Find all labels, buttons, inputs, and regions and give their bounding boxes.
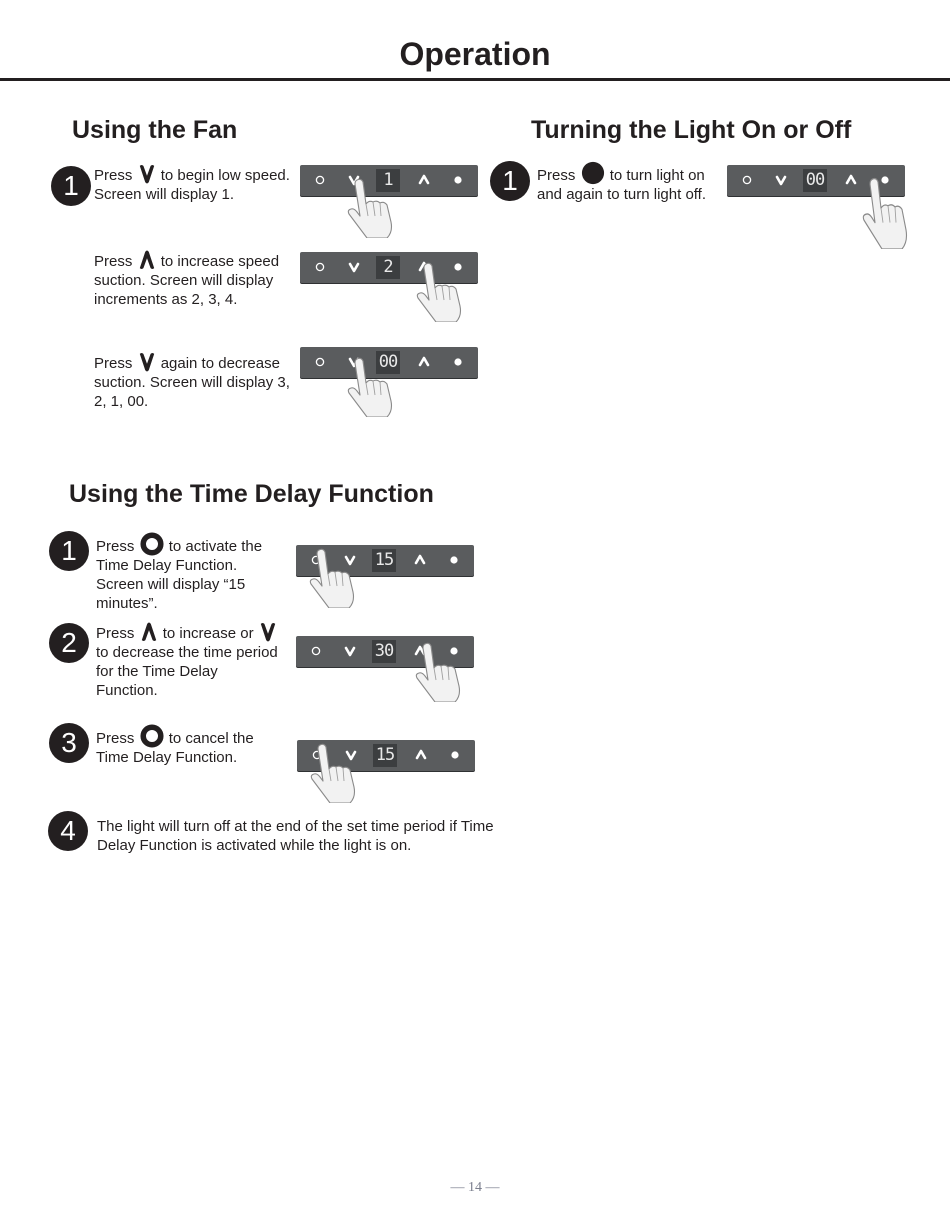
light-section-heading: Turning the Light On or Off [531,116,852,144]
delay-step-3-text [96,724,276,767]
chevron-up-icon [414,748,428,762]
delay-step-1-text [96,532,276,613]
chevron-down-icon [259,621,277,643]
fan-section-heading: Using the Fan [72,116,238,144]
pointing-hand-icon [414,262,464,322]
fan-step-1-text-after: to begin low speed. Screen will display 1. [94,167,290,203]
fan-step-1-number: 1 [51,166,91,206]
timer-display: 15 [372,549,396,572]
delay-step-2-text [96,621,282,700]
fan-up-button[interactable] [408,545,432,576]
chevron-down-icon [138,163,156,185]
delay-step-2-text-middle: to increase or [162,625,254,642]
fan-step-3-text [94,351,292,411]
filled-dot-icon [451,355,465,369]
delay-step-2-text-after: to decrease the time period for the Time Delay Function. [96,644,278,699]
fan-up-button[interactable] [412,165,436,196]
delay-step-3-number: 3 [49,723,89,763]
speed-display: 1 [376,169,400,192]
ring-icon [140,532,164,556]
light-button[interactable] [446,165,470,196]
chevron-up-icon [844,173,858,187]
chevron-up-icon [138,249,156,271]
title-divider [0,78,950,81]
chevron-down-icon [343,644,357,658]
timer-button[interactable] [735,165,759,196]
ring-icon [313,355,327,369]
fan-step-2-text-before: Press [94,253,133,270]
timer-display: 30 [372,640,396,663]
chevron-up-icon [417,355,431,369]
fan-step-3-text-before: Press [94,355,133,372]
page-title: Operation [399,36,551,72]
fan-step-2-text-after: to increase speed suction. Screen will display increments as 2, 3, 4. [94,253,280,308]
delay-section-heading: Using the Time Delay Function [69,480,434,508]
light-button[interactable] [446,347,470,378]
light-step-1-text [537,161,719,204]
speed-display: 00 [803,169,827,192]
pointing-hand-icon [345,357,395,417]
light-button[interactable] [442,545,466,576]
fan-down-button[interactable] [338,636,362,667]
light-step-1-number: 1 [490,161,530,201]
pointing-hand-icon [307,548,357,608]
filled-dot-icon [581,161,605,185]
speed-display: 00 [376,351,400,374]
filled-dot-icon [451,173,465,187]
pointing-hand-icon [308,743,358,803]
timer-button[interactable] [308,347,332,378]
delay-step-2-number: 2 [49,623,89,663]
light-button[interactable] [443,740,467,771]
fan-step-1-text [94,163,292,204]
timer-button[interactable] [308,165,332,196]
pointing-hand-icon [345,178,395,238]
chevron-up-icon [417,173,431,187]
delay-step-1-text-after: to activate the Time Delay Function. Screen will display “15 minutes”. [96,538,263,612]
chevron-down-icon [347,260,361,274]
fan-down-button[interactable] [769,165,793,196]
chevron-up-icon [140,621,158,643]
fan-up-button[interactable] [412,347,436,378]
page-number: — 14 — [450,1180,500,1195]
ring-icon [313,173,327,187]
chevron-down-icon [138,351,156,373]
speed-display: 2 [376,256,400,279]
light-step-1-text-after: to turn light on and again to turn light off. [537,167,707,203]
fan-down-button[interactable] [342,252,366,283]
delay-step-3-text-before: Press [96,730,135,747]
delay-step-1-number: 1 [49,531,89,571]
timer-button[interactable] [308,252,332,283]
pointing-hand-icon [413,642,463,702]
delay-step-4-text: The light will turn off at the end of the set time period if Time Delay Function is activated while the light is on. [97,818,494,854]
filled-dot-icon [447,553,461,567]
timer-button[interactable] [304,636,328,667]
pointing-hand-icon [860,177,910,249]
chevron-down-icon [774,173,788,187]
timer-display: 15 [373,744,397,767]
ring-icon [740,173,754,187]
filled-dot-icon [448,748,462,762]
light-step-1-text-before: Press [537,167,576,184]
fan-step-2-text [94,249,292,309]
fan-step-1-text-before: Press [94,167,133,184]
ring-icon [309,644,323,658]
delay-step-4-number: 4 [48,811,88,851]
delay-step-3-text-after: to cancel the Time Delay Function. [96,730,254,766]
ring-icon [140,724,164,748]
fan-step-3-text-after: again to decrease suction. Screen will display 3, 2, 1, 00. [94,355,290,410]
delay-step-2-text-before: Press [96,625,135,642]
fan-up-button[interactable] [409,740,433,771]
delay-step-1-text-before: Press [96,538,135,555]
chevron-up-icon [413,553,427,567]
ring-icon [313,260,327,274]
